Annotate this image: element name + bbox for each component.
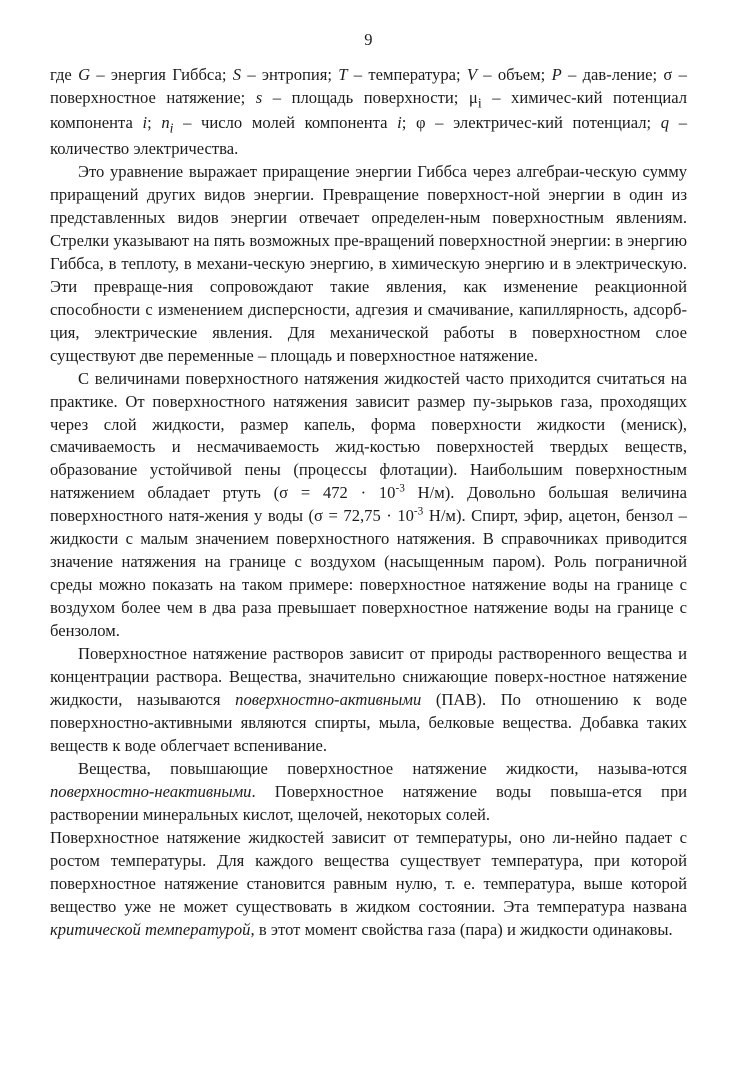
page-number: 9 — [364, 30, 373, 49]
paragraph-solutions-surfactants: Поверхностное натяжение растворов зависит от природы растворенного вещества и концентрации раствора. Вещества, значительно снижающие поверх-ностное натяжение жидкости, называются поверхностно-активными (ПАВ). По отношению к воде поверхностно-активными являются спирты, мыла, белковые вещества. Добавка таких веществ к воде облегчает вспенивание. — [50, 644, 687, 756]
page-body — [50, 64, 687, 942]
paragraph-temperature-dependence: Поверхностное натяжение жидкостей зависит от температуры, оно ли-нейно падает с ростом температуры. Для каждого вещества существует температура, при которой поверхностное натяжение становится равным нулю, т. е. температура, выше которой вещество уже не может существовать в жидком состоянии. Эта температура названа критической температурой, в этот момент свойства газа (пара) и жидкости одинаковы. — [50, 827, 687, 939]
paragraph-definitions: где G – энергия Гиббса; S – энтропия; T – температура; V – объем; P – дав-ление; σ – поверхностное натяжение; s – площадь поверхности; $\mu_i$ – химичес-кий потенциал компонента i; $n_i$ – число молей компонента i; φ – электричес-кий потенциал; q – количество электричества. — [50, 65, 688, 158]
paragraph-surface-inactive: Вещества, повышающие поверхностное натяжение жидкости, называ-ются поверхностно-неактивными. Поверхностное натяжение воды повыша-ется при растворении минеральных кислот, щелочей, некоторых солей. — [50, 759, 687, 824]
paragraph-surface-tension-values: С величинами поверхностного натяжения жидкостей часто приходится считаться на практике. От поверхностного натяжения зависит размер пу-зырьков газа, проходящих через слой жидкости, размер капель, форма поверхности жидкости (мениск), смачиваемость и несмачиваемость жид-костью поверхностей твердых веществ, образование устойчивой пены (процессы флотации). Наибольшим поверхностным натяжением обладает ртуть ($\sigma = 472 \cdot 10^{-3}$ Н/м). Довольно большая величина поверхностного натя-жения у воды ($\sigma = 72,75 \cdot 10^{-3}$ Н/м). Спирт, эфир, ацетон, бензол – жидкости с малым значением поверхностного натяжения. В справочниках приводится значение натяжения на границе с воздухом (насыщенным паром). Роль пограничной среды можно показать на таком примере: поверхностное натяжение воды на границе с воздухом более чем в два раза превышает поверхностное натяжение воды на границе с бензолом. — [50, 368, 687, 641]
paragraph-equation-explanation: Это уравнение выражает приращение энергии Гиббса через алгебраи-ческую сумму приращений других видов энергии. Превращение поверхност-ной энергии в один из представленных видов энергии отвечает определен-ным поверхностным явлениям. Стрелки указывают на пять возможных пре-вращений поверхностной энергии: в энергию Гиббса, в теплоту, в механи-ческую энергию, в химическую энергию и в электрическую. Эти превраще-ния сопровождают такие явления, как изменение реакционной способности с изменением дисперсности, адгезия и смачивание, капиллярность, адсорб-ция, электрические явления. Для механической работы в поверхностном слое существуют две переменные – площадь и поверхностное натяжение. — [50, 161, 688, 365]
